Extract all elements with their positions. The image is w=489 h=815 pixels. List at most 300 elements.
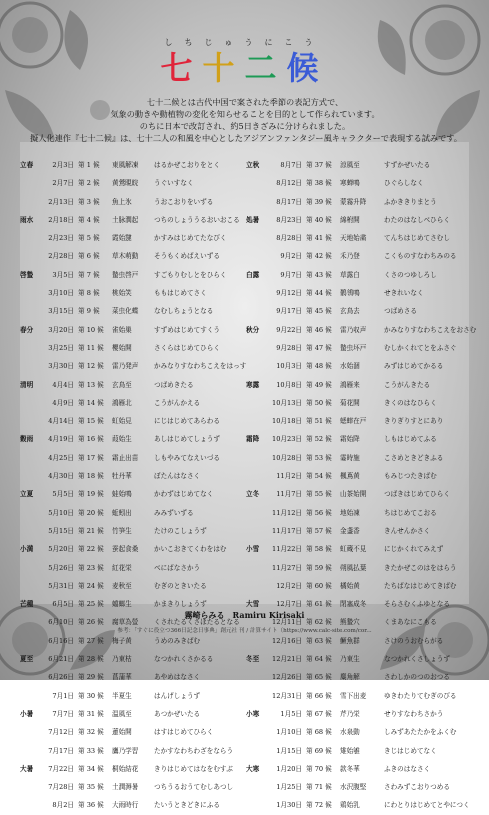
kou-number: 第 1 候 xyxy=(78,161,100,169)
table-row xyxy=(246,705,472,723)
date-cell: 11月27日 xyxy=(272,563,302,572)
kou-reading: しもやみてなえいづる xyxy=(154,453,220,462)
date-cell: 3月25日 xyxy=(48,343,74,352)
kou-reading: つばきはじめてひらく xyxy=(384,490,450,499)
kou-reading: そらさむくふゆとなる xyxy=(384,600,450,609)
kou-name: 涼風至 xyxy=(340,161,360,169)
table-row xyxy=(20,247,242,265)
table-row xyxy=(246,412,472,430)
kou-number: 第 12 候 xyxy=(78,362,104,371)
kou-number: 第 68 候 xyxy=(306,728,332,737)
date-cell: 12月21日 xyxy=(272,655,302,664)
kou-number: 第 3 候 xyxy=(78,197,100,206)
sekki-label: 春分 xyxy=(20,325,34,334)
kou-reading: きんせんかさく xyxy=(384,526,431,535)
kou-number: 第 21 候 xyxy=(78,526,104,535)
date-cell: 6月21日 xyxy=(48,655,74,664)
kou-name: 水始涸 xyxy=(340,362,360,371)
kou-number: 第 57 候 xyxy=(306,526,332,535)
date-cell: 6月10日 xyxy=(48,618,74,627)
date-cell: 10月18日 xyxy=(272,417,302,426)
date-cell: 6月16日 xyxy=(48,636,74,645)
kou-reading: にじはじめてあらわる xyxy=(154,417,220,426)
kou-name: 乃東生 xyxy=(340,655,360,664)
kou-name: 虹蔵不見 xyxy=(340,545,367,554)
table-row xyxy=(20,742,242,760)
kou-reading: たいうときどきにふる xyxy=(154,801,220,810)
kou-number: 第 63 候 xyxy=(306,636,332,645)
date-cell: 6月5日 xyxy=(52,600,74,609)
sekki-label: 小雪 xyxy=(246,545,260,554)
sekki-label: 穀雨 xyxy=(20,435,34,444)
kou-number: 第 9 候 xyxy=(78,307,100,316)
kou-reading: さくらはじめてひらく xyxy=(154,343,220,352)
kou-name: 水沢腹堅 xyxy=(340,783,367,792)
table-row xyxy=(246,650,472,668)
kou-number: 第 32 候 xyxy=(78,728,104,737)
date-cell: 5月31日 xyxy=(48,581,74,590)
date-cell: 7月28日 xyxy=(48,783,74,792)
title-char: 十 xyxy=(202,49,245,87)
kou-name: 紅花栄 xyxy=(112,563,132,572)
kou-name: 閉塞成冬 xyxy=(340,600,367,609)
kou-reading: すずめはじめてすくう xyxy=(154,325,221,334)
date-cell: 7月12日 xyxy=(48,728,74,737)
date-cell: 7月1日 xyxy=(52,691,74,700)
kou-name: 櫻始開 xyxy=(112,343,132,352)
intro-line: 気象の動きや動植物の変化を知らせることを目的として作られています。 xyxy=(110,109,380,120)
date-cell: 8月17日 xyxy=(276,197,302,206)
kou-name: 鷹乃学習 xyxy=(112,746,139,755)
table-row xyxy=(20,449,242,467)
kou-number: 第 26 候 xyxy=(78,618,104,627)
kou-number: 第 48 候 xyxy=(306,362,332,371)
kou-number: 第 5 候 xyxy=(78,234,100,243)
kou-reading: ももはじめてさく xyxy=(154,289,207,298)
table-row xyxy=(246,796,472,814)
kou-reading: にじかくれてみえず xyxy=(384,545,444,554)
date-cell: 9月12日 xyxy=(276,289,302,298)
kou-name: 款冬華 xyxy=(340,764,360,773)
date-cell: 2月3日 xyxy=(52,161,74,169)
intro-line: 擬人化連作『七十二候』は、七十二人の和風を中心としたアジアンファンタジー風キャラクターで表現する試みです。 xyxy=(30,133,462,144)
kou-name: 地始凍 xyxy=(340,508,360,517)
title-char: 七 xyxy=(160,49,203,87)
date-cell: 10月28日 xyxy=(272,453,302,462)
kou-reading: くまあなにこもる xyxy=(384,618,437,627)
kou-reading: なむしちょうとなる xyxy=(154,307,214,316)
table-row xyxy=(246,266,472,284)
date-cell: 11月17日 xyxy=(272,526,302,535)
table-row xyxy=(246,193,472,211)
date-cell: 5月15日 xyxy=(48,526,74,535)
table-row xyxy=(246,485,472,503)
kou-name: 霜止出苗 xyxy=(112,453,139,462)
kou-name: 霜始降 xyxy=(340,435,360,444)
kou-name: 蟄虫啓戸 xyxy=(112,270,139,279)
kou-reading: こさめときどきふる xyxy=(384,453,444,462)
kou-number: 第 59 候 xyxy=(306,563,332,572)
table-row xyxy=(20,284,242,302)
kou-number: 第 67 候 xyxy=(306,709,332,718)
kou-reading: きりぎりすとにあり xyxy=(384,417,444,426)
kou-number: 第 25 候 xyxy=(78,600,104,609)
table-row xyxy=(246,284,472,302)
kou-number: 第 58 候 xyxy=(306,545,332,554)
kou-name: 寒蝉鳴 xyxy=(340,179,360,188)
table-row xyxy=(20,504,242,522)
kou-reading: せりすなわちさかう xyxy=(384,709,444,718)
table-row xyxy=(246,174,472,192)
kou-name: 鱖魚群 xyxy=(340,636,360,645)
date-cell: 9月22日 xyxy=(276,325,302,334)
sekki-label: 立春 xyxy=(20,161,34,169)
kou-number: 第 15 候 xyxy=(78,417,104,426)
table-row xyxy=(246,760,472,778)
kou-reading: かすみはじめてたなびく xyxy=(154,234,227,243)
table-row xyxy=(20,467,242,485)
kou-reading: みみずいずる xyxy=(154,508,194,517)
kou-reading: きたかぜこのはをはらう xyxy=(384,563,457,572)
table-row xyxy=(20,632,242,650)
kou-name: 芹乃栄 xyxy=(340,709,360,718)
kou-number: 第 51 候 xyxy=(306,417,332,426)
kou-reading: はすはじめてひらく xyxy=(154,728,214,737)
date-cell: 2月23日 xyxy=(48,234,74,243)
kou-name: 蟋蟀在戸 xyxy=(340,417,367,426)
table-row xyxy=(246,430,472,448)
table-row xyxy=(20,193,242,211)
kou-number: 第 19 候 xyxy=(78,490,104,499)
table-row xyxy=(20,705,242,723)
kou-reading: はるかぜこおりをとく xyxy=(154,161,220,169)
page-title xyxy=(0,48,489,88)
kou-name: 蚯蚓出 xyxy=(112,508,132,517)
kou-number: 第 20 候 xyxy=(78,508,104,517)
date-cell: 8月2日 xyxy=(52,801,74,810)
table-row xyxy=(20,485,242,503)
kou-reading: すごもりむしとをひらく xyxy=(154,270,227,279)
date-cell: 4月30日 xyxy=(48,472,74,481)
kou-reading: たちばなはじめてきばむ xyxy=(384,581,457,590)
kou-number: 第 16 候 xyxy=(78,435,104,444)
kou-number: 第 33 候 xyxy=(78,746,104,755)
kou-name: 竹笋生 xyxy=(112,526,132,535)
kou-reading: たかすなわちわざをならう xyxy=(154,746,234,755)
table-row xyxy=(20,650,242,668)
kou-number: 第 65 候 xyxy=(306,673,332,682)
kou-reading: きじはじめてなく xyxy=(384,746,437,755)
table-row xyxy=(246,156,472,174)
kou-name: 蒙霧升降 xyxy=(340,197,367,206)
kou-number: 第 60 候 xyxy=(306,581,332,590)
kou-name: 麋角解 xyxy=(340,673,360,682)
date-cell: 4月14日 xyxy=(48,417,74,426)
table-row xyxy=(20,211,242,229)
kou-reading: つばめきたる xyxy=(154,380,194,389)
sekki-label: 秋分 xyxy=(246,325,260,334)
kou-reading: つちのしょううるおいおこる xyxy=(154,215,240,224)
title-char: 候 xyxy=(286,49,329,87)
kou-reading: ひぐらしなく xyxy=(384,179,424,188)
sekki-label: 立夏 xyxy=(20,490,34,499)
table-row xyxy=(246,357,472,375)
table-row xyxy=(20,668,242,686)
date-cell: 3月15日 xyxy=(48,307,74,316)
kou-reading: しもはじめてふる xyxy=(384,435,437,444)
kou-number: 第 23 候 xyxy=(78,563,104,572)
table-row xyxy=(246,577,472,595)
kou-name: 鶺鴒鳴 xyxy=(340,289,360,298)
kou-reading: さけのうおむらがる xyxy=(384,636,444,645)
kou-reading: ふきのはなさく xyxy=(384,764,431,773)
kou-number: 第 66 候 xyxy=(306,691,332,700)
kou-reading: わたのはなしべひらく xyxy=(384,215,450,224)
table-row xyxy=(246,742,472,760)
date-cell: 7月22日 xyxy=(48,764,74,773)
kou-name: 黄鶯睍睆 xyxy=(112,179,139,188)
kou-name: 鴻雁来 xyxy=(340,380,360,389)
kou-number: 第 55 候 xyxy=(306,490,332,499)
sekki-label: 立秋 xyxy=(246,161,260,169)
kou-name: 菖蒲華 xyxy=(112,673,132,682)
sekki-label: 大寒 xyxy=(246,764,260,773)
kou-number: 第 22 候 xyxy=(78,545,104,554)
kou-name: 半夏生 xyxy=(112,691,132,700)
intro-line: のちに日本で改訂され、約5日きざみに分けられました。 xyxy=(139,121,351,132)
kou-number: 第 27 候 xyxy=(78,636,104,645)
kou-name: 菜虫化蝶 xyxy=(112,307,139,316)
title-block xyxy=(0,38,489,88)
kou-name: 魚上氷 xyxy=(112,197,132,206)
table-row xyxy=(246,394,472,412)
kou-reading: うぐいすなく xyxy=(154,179,194,188)
table-row xyxy=(246,632,472,650)
kou-name: 麦秋至 xyxy=(112,581,132,590)
kou-name: 蟄虫坏戸 xyxy=(340,343,367,352)
table-row xyxy=(20,156,242,174)
date-cell: 3月10日 xyxy=(48,289,74,298)
kou-number: 第 35 候 xyxy=(78,783,104,792)
kou-name: 玄鳥至 xyxy=(112,380,132,389)
kou-reading: はんげしょうず xyxy=(154,691,201,700)
kou-name: 天地始粛 xyxy=(340,234,367,243)
date-cell: 1月15日 xyxy=(276,746,302,755)
kou-number: 第 18 候 xyxy=(78,472,104,481)
kou-number: 第 47 候 xyxy=(306,343,332,352)
sekki-label: 清明 xyxy=(20,380,34,389)
kou-name: 雷乃発声 xyxy=(112,362,139,371)
table-row xyxy=(246,522,472,540)
kou-name: 金盞香 xyxy=(340,526,360,535)
kou-number: 第 28 候 xyxy=(78,655,104,664)
kou-reading: つちうるおうてむしあつし xyxy=(154,783,234,792)
date-cell: 3月20日 xyxy=(48,325,74,334)
kou-reading: ゆきわたりてむぎのびる xyxy=(384,691,457,700)
kou-reading: すずかぜいたる xyxy=(384,161,431,169)
table-row xyxy=(20,430,242,448)
kou-reading: たけのこしょうず xyxy=(154,526,207,535)
date-cell: 1月5日 xyxy=(280,709,302,718)
date-cell: 12月7日 xyxy=(276,600,302,609)
kou-number: 第 56 候 xyxy=(306,508,332,517)
author-credit: 霧崎らみる Ramiru Kirisaki xyxy=(184,610,305,620)
table-row xyxy=(246,504,472,522)
season-list-right xyxy=(246,156,477,815)
date-cell: 4月19日 xyxy=(48,435,74,444)
kou-reading: もみじつたきばむ xyxy=(384,472,437,481)
kou-number: 第 34 候 xyxy=(78,764,104,773)
kou-reading: にわとりはじめてとやにつく xyxy=(384,801,470,810)
date-cell: 4月9日 xyxy=(52,398,74,407)
kou-number: 第 42 候 xyxy=(306,252,332,261)
kou-number: 第 37 候 xyxy=(306,161,332,169)
table-row xyxy=(246,321,477,339)
table-row xyxy=(246,540,472,558)
title-char: 二 xyxy=(244,49,287,87)
kou-number: 第 13 候 xyxy=(78,380,104,389)
kou-number: 第 43 候 xyxy=(306,270,332,279)
kou-name: 腐草為螢 xyxy=(112,618,139,627)
kou-number: 第 39 候 xyxy=(306,197,332,206)
kou-name: 桐始結花 xyxy=(112,764,139,773)
kou-name: 霞始靆 xyxy=(112,234,132,243)
table-row xyxy=(20,412,242,430)
kou-reading: なつかれくさかるる xyxy=(154,655,214,664)
kou-name: 玄鳥去 xyxy=(340,307,360,316)
kou-number: 第 52 候 xyxy=(306,435,332,444)
table-row xyxy=(20,302,242,320)
date-cell: 1月10日 xyxy=(276,728,302,737)
title-furigana: しちじゅうにこう xyxy=(164,38,325,47)
kou-reading: なつかれくさしょうず xyxy=(384,655,450,664)
date-cell: 3月5日 xyxy=(52,270,74,279)
kou-name: 草木萌動 xyxy=(112,252,139,261)
kou-number: 第 53 候 xyxy=(306,453,332,462)
kou-name: 菊花開 xyxy=(340,398,360,407)
date-cell: 12月16日 xyxy=(272,636,302,645)
kou-name: 桃始笑 xyxy=(112,289,132,298)
sekki-label: 立冬 xyxy=(246,490,260,499)
kou-reading: かいこおきてくわをはむ xyxy=(154,545,227,554)
kou-reading: せきれいなく xyxy=(384,289,424,298)
kou-number: 第 62 候 xyxy=(306,618,332,627)
date-cell: 6月26日 xyxy=(48,673,74,682)
kou-reading: べにばなさかう xyxy=(154,563,201,572)
date-cell: 10月23日 xyxy=(272,435,302,444)
table-row xyxy=(246,339,472,357)
date-cell: 12月26日 xyxy=(272,673,302,682)
date-cell: 5月20日 xyxy=(48,545,74,554)
kou-number: 第 71 候 xyxy=(306,783,332,792)
kou-name: 雀始巣 xyxy=(112,325,132,334)
kou-number: 第 17 候 xyxy=(78,453,104,462)
table-row xyxy=(246,211,472,229)
kou-number: 第 61 候 xyxy=(306,600,332,609)
kou-number: 第 30 候 xyxy=(78,691,104,700)
kou-name: 朔風払葉 xyxy=(340,563,367,572)
kou-name: 蛙始鳴 xyxy=(112,490,132,499)
date-cell: 8月23日 xyxy=(276,215,302,224)
sekki-label: 寒露 xyxy=(246,380,260,389)
kou-name: 山茶始開 xyxy=(340,490,367,499)
table-row xyxy=(20,174,242,192)
intro-line: 七十二候とは古代中国で案された季節の表記方式で、 xyxy=(146,97,344,107)
table-row xyxy=(20,266,242,284)
table-row xyxy=(20,339,242,357)
kou-number: 第 10 候 xyxy=(78,325,104,334)
table-row xyxy=(246,559,472,577)
kou-reading: くされたるくさほたるとなる xyxy=(154,618,240,627)
kou-reading: ちはじめてこおる xyxy=(384,508,437,517)
date-cell: 10月3日 xyxy=(276,362,302,371)
date-cell: 11月7日 xyxy=(276,490,302,499)
sekki-label: 霜降 xyxy=(246,435,260,444)
date-cell: 1月25日 xyxy=(276,783,302,792)
kou-name: 雷乃収声 xyxy=(340,325,367,334)
kou-number: 第 31 候 xyxy=(78,709,104,718)
kou-reading: うめのみきばむ xyxy=(154,636,201,645)
kou-name: 鶏始乳 xyxy=(340,801,360,810)
table-row xyxy=(246,449,472,467)
kou-name: 雉始雊 xyxy=(340,746,360,755)
kou-number: 第 70 候 xyxy=(306,764,332,773)
kou-number: 第 49 候 xyxy=(306,380,332,389)
table-row xyxy=(20,559,242,577)
kou-reading: くさのつゆしろし xyxy=(384,270,437,279)
kou-reading: しみずあたたかをふくむ xyxy=(384,728,457,737)
sekki-label: 大雪 xyxy=(246,600,260,609)
date-cell: 7月7日 xyxy=(52,709,74,718)
date-cell: 11月22日 xyxy=(272,545,302,554)
kou-name: 熊蟄穴 xyxy=(340,618,360,627)
kou-number: 第 7 候 xyxy=(78,270,100,279)
table-row xyxy=(20,778,242,796)
kou-reading: かまきりしょうず xyxy=(154,600,207,609)
sekki-label: 大暑 xyxy=(20,764,34,773)
kou-number: 第 45 候 xyxy=(306,307,332,316)
date-cell: 5月5日 xyxy=(52,490,74,499)
kou-number: 第 46 候 xyxy=(306,325,332,334)
date-cell: 8月28日 xyxy=(276,234,302,243)
table-row xyxy=(246,247,472,265)
kou-name: 大雨時行 xyxy=(112,801,139,810)
kou-name: 土脉潤起 xyxy=(112,215,139,224)
kou-name: 水泉動 xyxy=(340,728,360,737)
kou-name: 綿柎開 xyxy=(340,215,360,224)
sekki-label: 小暑 xyxy=(20,709,34,718)
kou-number: 第 4 候 xyxy=(78,215,100,224)
kou-reading: そうもくめばえいずる xyxy=(154,252,220,261)
kou-reading: あつかぜいたる xyxy=(154,709,201,718)
kou-number: 第 54 候 xyxy=(306,472,332,481)
kou-reading: みずはじめてかるる xyxy=(384,362,444,371)
kou-name: 雪下出麦 xyxy=(340,691,367,700)
kou-reading: ふかききりまとう xyxy=(384,197,437,206)
sekki-label: 白露 xyxy=(246,270,260,279)
date-cell: 1月20日 xyxy=(276,764,302,773)
kou-name: 楓蔦黄 xyxy=(340,472,360,481)
table-row xyxy=(246,302,472,320)
sekki-label: 冬至 xyxy=(246,655,260,664)
kou-name: 梅子黄 xyxy=(112,636,132,645)
table-row xyxy=(246,229,472,247)
table-row xyxy=(20,540,242,558)
kou-name: 土潤溽暑 xyxy=(112,783,139,792)
kou-reading: さわしかのつのおつる xyxy=(384,673,450,682)
kou-name: 虹始見 xyxy=(112,417,132,426)
date-cell: 7月17日 xyxy=(48,746,74,755)
